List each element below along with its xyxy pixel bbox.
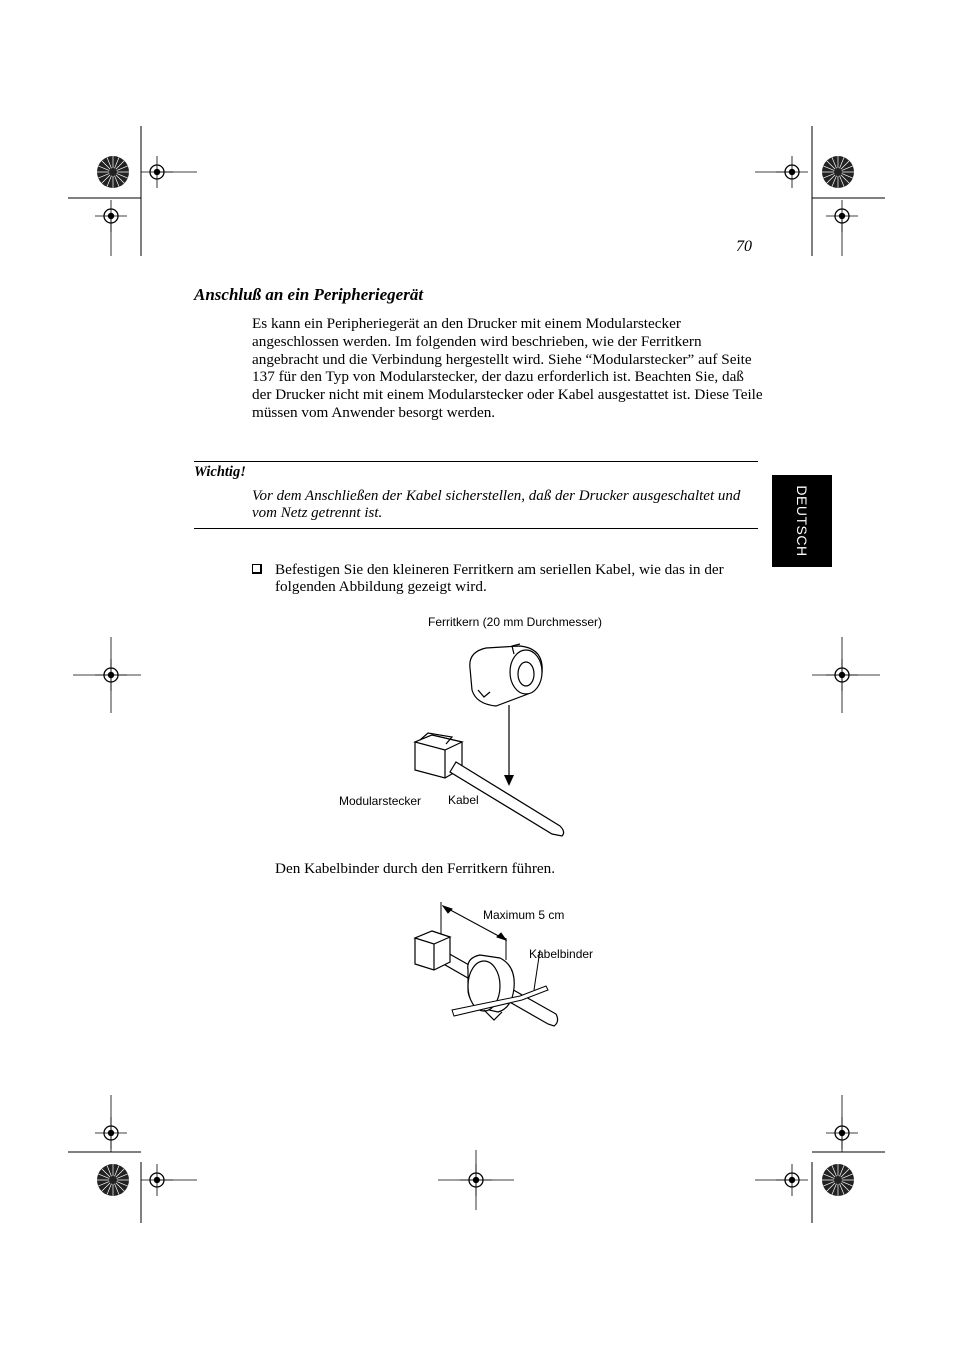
important-top-rule [194, 461, 758, 462]
registration-mark-bottom-left [68, 1095, 197, 1223]
registration-mark-mid-right [812, 637, 880, 713]
language-tab-label: DEUTSCH [794, 485, 810, 557]
registration-mark-top-left [68, 126, 197, 256]
registration-mark-bottom-center [438, 1150, 514, 1210]
modular-plug-illustration-2 [415, 931, 450, 970]
cable-tie-label: Kabelbinder [529, 947, 594, 961]
checkbox-bullet-icon [252, 564, 262, 574]
ferrite-label: Ferritkern (20 mm Durchmesser) [428, 615, 603, 629]
distance-label: Maximum 5 cm [483, 908, 565, 922]
ferrite-core-illustration [470, 644, 542, 706]
registration-mark-bottom-right [755, 1095, 885, 1223]
important-bottom-rule [194, 528, 758, 529]
arrow-down [504, 705, 514, 786]
important-label: Wichtig! [194, 464, 246, 480]
section-title: Anschluß an ein Peripheriegerät [194, 285, 424, 304]
cable-label: Kabel [448, 793, 479, 807]
registration-mark-mid-left [73, 637, 141, 713]
important-text: Vor dem Anschließen der Kabel sicherstellen, daß der Drucker ausgeschaltet und vom Netz getrennt ist. [252, 488, 741, 521]
step-bullet-text: Befestigen Sie den kleineren Ferritkern am seriellen Kabel, wie das in der folgenden Abbildung gezeigt wird. [275, 561, 724, 595]
registration-mark-top-right [755, 126, 885, 256]
language-tab [772, 475, 832, 567]
plug-label: Modularstecker [339, 794, 422, 808]
page-number: 70 [736, 238, 752, 255]
step-followup-text: Den Kabelbinder durch den Ferritkern führen. [275, 860, 556, 877]
intro-paragraph: Es kann ein Peripheriegerät an den Drucker mit einem Modularstecker angeschlossen werden. Im folgenden wird beschrieben, wie der Ferritkern angebracht und die Verbindung hergestellt wird. Siehe “Modularstecker” auf Seite 137 für den Typ von Modularstecker, der dazu erforderlich ist. Beachten Sie, daß der Drucker nicht mit einem Modularstecker oder Kabel ausgestattet ist. Diese Teile müssen vom Anwender besorgt werden. [252, 315, 763, 421]
